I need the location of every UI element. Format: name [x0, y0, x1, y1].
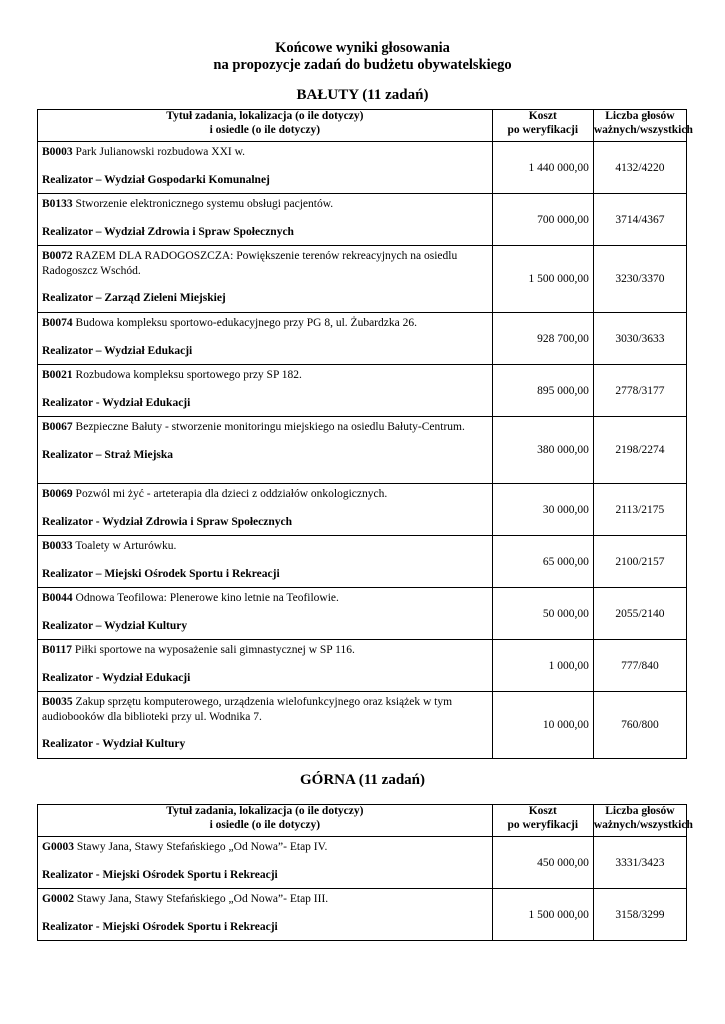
- table-row: [38, 536, 687, 588]
- votes-cell: 3331/3423: [593, 837, 686, 889]
- table-header-row: [38, 805, 687, 837]
- votes-cell: 777/840: [593, 640, 686, 692]
- section-title-baluty: BAŁUTY (11 zadań): [296, 87, 429, 103]
- task-cell: B0044 Odnowa Teofilowa: Plenerowe kino letnie na Teofilowie. Realizator – Wydział Kultury: [38, 588, 493, 640]
- task-cell: B0003 Park Julianowski rozbudowa XXI w. Realizator – Wydział Gospodarki Komunalnej: [38, 142, 493, 194]
- table-row: [38, 889, 687, 941]
- votes-cell: 2113/2175: [593, 484, 686, 536]
- table-row: [38, 194, 687, 246]
- task-cell: B0035 Zakup sprzętu komputerowego, urządzenia wielofunkcyjnego oraz książek w tym audiobooków dla biblioteki przy ul. Wodnika 7. Realizator - Wydział Kultury: [38, 692, 493, 759]
- cost-cell: 1 500 000,00: [492, 246, 593, 313]
- votes-cell: 2055/2140: [593, 588, 686, 640]
- task-cell: B0072 RAZEM DLA RADOGOSZCZA: Powiększenie terenów rekreacyjnych na osiedlu Radogoszcz Wschód. Realizator – Zarząd Zieleni Miejskiej: [38, 246, 493, 313]
- column-header-cost: Koszt po weryfikacji: [492, 110, 593, 142]
- votes-cell: 760/800: [593, 692, 686, 759]
- votes-cell: 3158/3299: [593, 889, 686, 941]
- votes-cell: 3714/4367: [593, 194, 686, 246]
- cost-cell: 700 000,00: [492, 194, 593, 246]
- table-row: [38, 313, 687, 365]
- votes-cell: 2198/2274: [593, 417, 686, 484]
- table-row: [38, 246, 687, 313]
- table-row: [38, 142, 687, 194]
- cost-cell: 65 000,00: [492, 536, 593, 588]
- table-row: [38, 484, 687, 536]
- cost-cell: 30 000,00: [492, 484, 593, 536]
- column-header-title: Tytuł zadania, lokalizacja (o ile dotyczy) i osiedle (o ile dotyczy): [38, 805, 493, 837]
- cost-cell: 1 500 000,00: [492, 889, 593, 941]
- table-row: [38, 588, 687, 640]
- results-table-gorna: [37, 804, 693, 941]
- results-table-baluty: [37, 109, 693, 759]
- task-cell: B0067 Bezpieczne Bałuty - stworzenie monitoringu miejskiego na osiedlu Bałuty-Centrum. Realizator – Straż Miejska: [38, 417, 493, 484]
- section-title-gorna: GÓRNA (11 zadań): [299, 772, 425, 788]
- document-title-line1: Końcowe wyniki głosowania: [275, 40, 450, 56]
- table-row: [38, 640, 687, 692]
- table-row: [38, 692, 687, 759]
- cost-cell: 1 440 000,00: [492, 142, 593, 194]
- table-row: [38, 417, 687, 484]
- column-header-votes: Liczba głosów ważnych/wszystkich: [593, 805, 686, 837]
- votes-cell: 2100/2157: [593, 536, 686, 588]
- task-cell: B0074 Budowa kompleksu sportowo-edukacyjnego przy PG 8, ul. Żubardzka 26. Realizator – Wydział Edukacji: [38, 313, 493, 365]
- votes-cell: 2778/3177: [593, 365, 686, 417]
- table-row: [38, 837, 687, 889]
- cost-cell: 928 700,00: [492, 313, 593, 365]
- task-cell: B0117 Piłki sportowe na wyposażenie sali gimnastycznej w SP 116. Realizator - Wydział Edukacji: [38, 640, 493, 692]
- task-cell: G0003 Stawy Jana, Stawy Stefańskiego „Od Nowa”- Etap IV. Realizator - Miejski Ośrodek Sportu i Rekreacji: [38, 837, 493, 889]
- table-header-row: [38, 110, 687, 142]
- table-row: [38, 365, 687, 417]
- votes-cell: 3030/3633: [593, 313, 686, 365]
- column-header-votes: Liczba głosów ważnych/wszystkich: [593, 110, 686, 142]
- column-header-title: Tytuł zadania, lokalizacja (o ile dotyczy) i osiedle (o ile dotyczy): [38, 110, 493, 142]
- cost-cell: 450 000,00: [492, 837, 593, 889]
- cost-cell: 1 000,00: [492, 640, 593, 692]
- votes-cell: 4132/4220: [593, 142, 686, 194]
- votes-cell: 3230/3370: [593, 246, 686, 313]
- task-cell: B0133 Stworzenie elektronicznego systemu obsługi pacjentów. Realizator – Wydział Zdrowia i Spraw Społecznych: [38, 194, 493, 246]
- task-cell: B0033 Toalety w Arturówku. Realizator – Miejski Ośrodek Sportu i Rekreacji: [38, 536, 493, 588]
- cost-cell: 10 000,00: [492, 692, 593, 759]
- document-title-line2: na propozycje zadań do budżetu obywatelskiego: [213, 57, 512, 73]
- cost-cell: 50 000,00: [492, 588, 593, 640]
- column-header-cost: Koszt po weryfikacji: [492, 805, 593, 837]
- task-cell: B0021 Rozbudowa kompleksu sportowego przy SP 182. Realizator - Wydział Edukacji: [38, 365, 493, 417]
- task-cell: B0069 Pozwól mi żyć - arteterapia dla dzieci z oddziałów onkologicznych. Realizator - Wydział Zdrowia i Spraw Społecznych: [38, 484, 493, 536]
- cost-cell: 895 000,00: [492, 365, 593, 417]
- task-cell: G0002 Stawy Jana, Stawy Stefańskiego „Od Nowa”- Etap III. Realizator - Miejski Ośrodek Sportu i Rekreacji: [38, 889, 493, 941]
- cost-cell: 380 000,00: [492, 417, 593, 484]
